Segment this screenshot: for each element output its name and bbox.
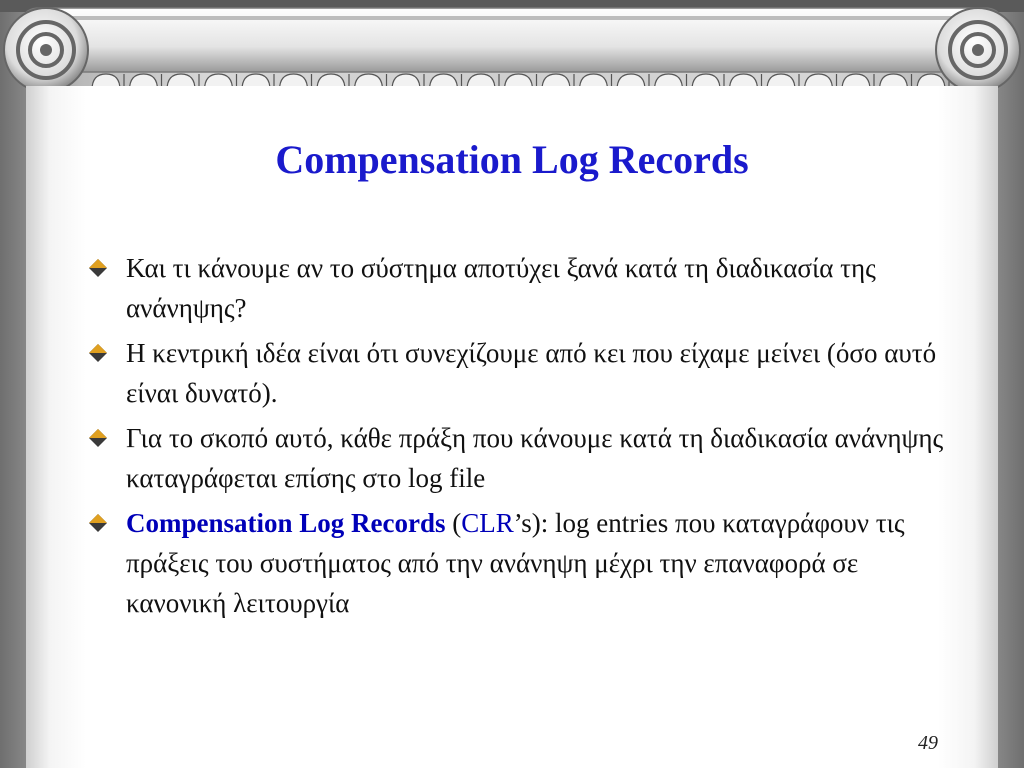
- bullet-text: Για το σκοπό αυτό, κάθε πράξη που κάνουμε κατά τη διαδικασία ανάνηψης καταγράφεται επίσης στο log file: [126, 423, 944, 493]
- bullet-text: ’s): log entries που καταγράφουν τις πράξεις του συστήματος από την ανάνηψη μέχρι την επαναφορά σε κανονική λειτουργία: [126, 508, 905, 618]
- clr-abbr: CLR: [461, 508, 514, 538]
- open-paren: (: [445, 508, 462, 538]
- bullet-item: [88, 248, 948, 328]
- diamond-bullet-icon: [88, 513, 108, 533]
- slide-title: Compensation Log Records: [275, 137, 749, 182]
- page-number: 49: [918, 732, 938, 754]
- bullet-item: [88, 503, 948, 623]
- bullet-list: [88, 248, 948, 628]
- clr-term: Compensation Log Records: [126, 508, 446, 538]
- diamond-bullet-icon: [88, 428, 108, 448]
- bullet-text: Και τι κάνουμε αν το σύστημα αποτύχει ξανά κατά τη διαδικασία της ανάνηψης?: [126, 253, 876, 323]
- diamond-bullet-icon: [88, 258, 108, 278]
- bullet-text: Η κεντρική ιδέα είναι ότι συνεχίζουμε από κει που είχαμε μείνει (όσο αυτό είναι δυνατό).: [126, 338, 937, 408]
- bullet-item: [88, 418, 948, 498]
- bullet-item: [88, 333, 948, 413]
- diamond-bullet-icon: [88, 343, 108, 363]
